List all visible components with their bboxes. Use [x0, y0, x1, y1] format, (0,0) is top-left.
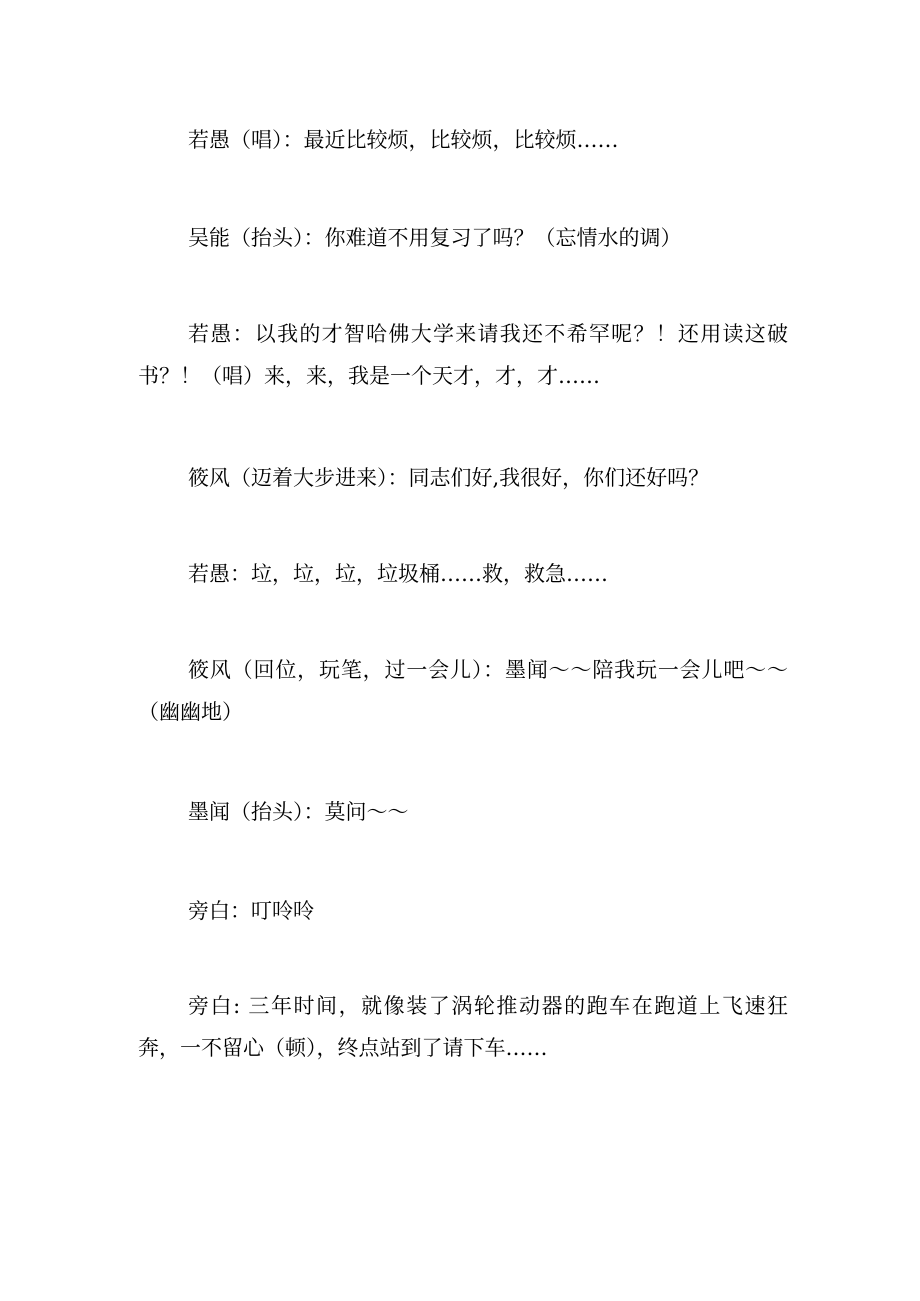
dialogue-paragraph: 吴能（抬头）：你难道不用复习了吗？（忘情水的调） — [188, 226, 682, 250]
dialogue-paragraph: 墨闻（抬头）：莫问～～ — [188, 800, 409, 824]
dialogue-paragraph: 若愚（唱）：最近比较烦，比较烦，比较烦…… — [188, 128, 619, 152]
dialogue-paragraph: 若愚：以我的才智哈佛大学来请我还不希罕呢？！还用读这破书？！（唱）来，来，我是一个天才，才，才…… — [138, 322, 788, 388]
dialogue-paragraph: 筱风（迈着大步进来）：同志们好,我很好，你们还好吗？ — [188, 466, 710, 490]
dialogue-paragraph: 若愚：垃，垃，垃，垃圾桶……救，救急…… — [188, 562, 608, 586]
narration-paragraph: 旁白: 三年时间，就像装了涡轮推动器的跑车在跑道上飞速狂奔，一不留心（顿），终点站到了请下车…… — [138, 994, 788, 1060]
dialogue-paragraph: 筱风（回位，玩笔，过一会儿）：墨闻～～陪我玩一会儿吧～～（幽幽地） — [138, 658, 788, 724]
narration-paragraph: 旁白：叮呤呤 — [188, 899, 314, 923]
